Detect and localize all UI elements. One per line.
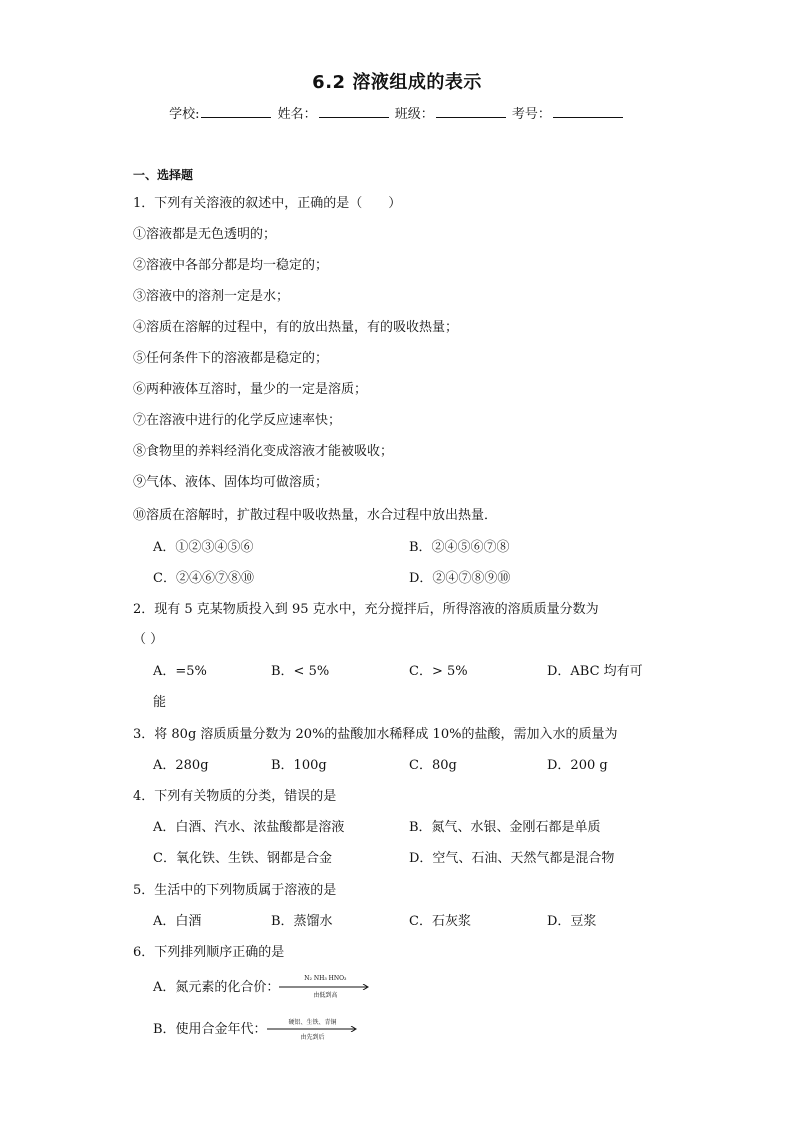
question-6-option-a-row bbox=[153, 976, 673, 998]
question-6-option-b-row bbox=[153, 1018, 673, 1040]
option-a[interactable]: A．①②③④⑤⑥ bbox=[153, 540, 254, 555]
question-2-stem: 2．现有 5 克某物质投入到 95 克水中，充分搅拌后，所得溶液的溶质质量分数为 bbox=[133, 602, 599, 617]
option-d[interactable]: D．空气、石油、天然气都是混合物 bbox=[409, 851, 615, 866]
option-c[interactable]: C．> 5% bbox=[409, 664, 468, 679]
option-b[interactable]: B．< 5% bbox=[271, 664, 330, 679]
option-c[interactable]: C．②④⑥⑦⑧⑩ bbox=[153, 571, 254, 586]
question-1-item: ④溶质在溶解的过程中，有的放出热量，有的吸收热量； bbox=[133, 320, 459, 335]
option-c[interactable]: C．氧化铁、生铁、钢都是合金 bbox=[153, 851, 332, 866]
option-d[interactable]: D．豆浆 bbox=[547, 914, 597, 929]
ordering-arrow bbox=[279, 974, 371, 999]
option-b[interactable] bbox=[153, 1018, 359, 1039]
ordering-arrow bbox=[267, 1018, 359, 1041]
option-d[interactable]: D．200 g bbox=[547, 758, 608, 773]
option-a[interactable]: A．白酒、汽水、浓盐酸都是溶液 bbox=[153, 820, 345, 835]
question-1-item: ①溶液都是无色透明的； bbox=[133, 227, 277, 242]
option-a-label: A．氮元素的化合价： bbox=[153, 980, 280, 995]
question-4-options-row-2 bbox=[153, 847, 673, 867]
question-1-item: ⑤任何条件下的溶液都是稳定的； bbox=[133, 351, 329, 366]
question-6-stem: 6．下列排列顺序正确的是 bbox=[133, 945, 285, 960]
arrow-above-text: 硬铝、生铁、青铜 bbox=[288, 1018, 337, 1026]
exam-number-label: 考号： bbox=[511, 107, 551, 122]
question-1-item: ⑧食物里的养料经消化变成溶液才能被吸收； bbox=[133, 444, 394, 459]
option-a[interactable]: A．白酒 bbox=[153, 914, 202, 929]
question-2-options-cont bbox=[153, 691, 673, 711]
question-1-item: ⑥两种液体互溶时，量少的一定是溶质； bbox=[133, 382, 368, 397]
arrow-below-text: 由先到后 bbox=[300, 1033, 325, 1041]
question-1-stem: 1．下列有关溶液的叙述中，正确的是（ ） bbox=[133, 196, 402, 211]
page-title: 6.2 溶液组成的表示 bbox=[312, 72, 482, 93]
question-1-item: ⑩溶质在溶解时，扩散过程中吸收热量，水合过程中放出热量． bbox=[133, 508, 498, 523]
option-d-continuation: 能 bbox=[153, 695, 167, 710]
option-b[interactable]: B．②④⑤⑥⑦⑧ bbox=[409, 540, 510, 555]
student-info-line bbox=[0, 103, 794, 122]
option-d[interactable]: D．ABC 均有可 bbox=[547, 664, 643, 679]
option-b[interactable]: B．蒸馏水 bbox=[271, 914, 333, 929]
question-5-stem: 5．生活中的下列物质属于溶液的是 bbox=[133, 883, 337, 898]
option-a[interactable]: A．=5% bbox=[153, 664, 207, 679]
question-4-stem: 4．下列有关物质的分类，错误的是 bbox=[133, 789, 337, 804]
option-d[interactable]: D．②④⑦⑧⑨⑩ bbox=[409, 571, 511, 586]
school-label: 学校: bbox=[169, 107, 200, 122]
question-3-options bbox=[153, 754, 673, 774]
question-1-options-row-1 bbox=[153, 536, 673, 556]
option-c[interactable]: C．80g bbox=[409, 758, 457, 773]
name-blank bbox=[319, 105, 389, 118]
question-1-item: ②溶液中各部分都是均一稳定的； bbox=[133, 258, 329, 273]
option-b[interactable]: B．氮气、水银、金刚石都是单质 bbox=[409, 820, 601, 835]
question-1-item: ③溶液中的溶剂一定是水； bbox=[133, 289, 290, 304]
option-a[interactable] bbox=[153, 976, 371, 997]
option-b-label: B．使用合金年代： bbox=[153, 1022, 267, 1037]
option-a[interactable]: A．280g bbox=[153, 758, 209, 773]
arrow-above-text: N₂ NH₃ HNO₃ bbox=[304, 974, 347, 982]
exam-number-blank bbox=[553, 105, 623, 118]
question-1-item: ⑨气体、液体、固体均可做溶质； bbox=[133, 475, 329, 490]
question-2-options bbox=[153, 660, 673, 680]
question-4-options-row-1 bbox=[153, 816, 673, 836]
option-b[interactable]: B．100g bbox=[271, 758, 327, 773]
name-label: 姓名： bbox=[277, 107, 317, 122]
school-blank bbox=[201, 105, 271, 118]
question-5-options bbox=[153, 910, 673, 930]
class-blank bbox=[436, 105, 506, 118]
question-1-options-row-2 bbox=[153, 567, 673, 587]
question-2-stem-cont: （ ） bbox=[133, 632, 164, 647]
option-c[interactable]: C．石灰浆 bbox=[409, 914, 471, 929]
class-label: 班级： bbox=[394, 107, 434, 122]
question-1-item: ⑦在溶液中进行的化学反应速率快； bbox=[133, 413, 342, 428]
section-heading: 一、选择题 bbox=[133, 168, 194, 182]
arrow-below-text: 由低到高 bbox=[313, 991, 338, 999]
question-3-stem: 3．将 80g 溶质质量分数为 20%的盐酸加水稀释成 10%的盐酸，需加入水的质量为 bbox=[133, 727, 618, 742]
